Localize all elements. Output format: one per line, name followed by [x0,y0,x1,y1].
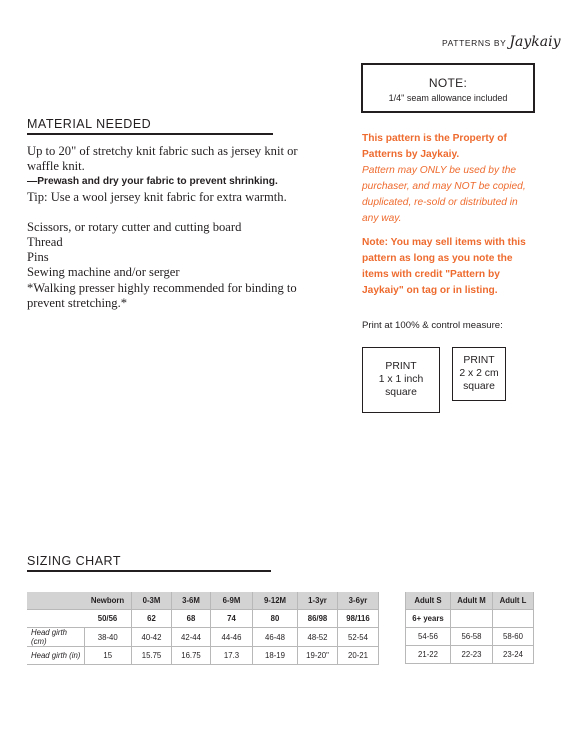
table-cell: 44-46 [211,628,253,647]
table-cell: 18-19 [253,647,298,665]
table-header: 0-3M [132,592,172,610]
table-cell: 17.3 [211,647,253,665]
print-box-line: 1 x 1 inch [378,374,424,385]
table-row [27,647,379,665]
table-cell: 22-23 [451,646,493,664]
brand-text: PATTERNS BY [442,38,507,48]
table-cell: 56-58 [451,628,493,646]
brand-logo [442,34,560,50]
print-box-inch [362,347,440,413]
table-cell: 74 [211,610,253,628]
table-cell [493,610,534,628]
table-cell: 40-42 [132,628,172,647]
materials-line1: Up to 20" of stretchy knit fabric such as jersey knit or waffle knit. [27,144,298,174]
property-bold: This pattern is the Property of Patterns by Jaykaiy. [362,133,507,160]
table-cell: 54-56 [406,628,451,646]
materials-body [27,144,327,311]
table-row [406,646,534,664]
table-cell: 21-22 [406,646,451,664]
materials-item: Sewing machine and/or serger [27,265,180,280]
print-box-line: 2 x 2 cm [459,368,499,379]
table-cell: 52-54 [338,628,379,647]
table-cell: 42-44 [172,628,211,647]
property-italic: Pattern may ONLY be used by the purchaser, and may NOT be copied, duplicated, re-sold or distributed in any way. [362,165,526,224]
brand-script: Jaykaiy [509,34,561,50]
materials-item: Thread [27,235,63,250]
table-row [27,628,379,647]
table-cell: 50/56 [84,610,132,628]
row-label: Head girth (in) [27,647,84,665]
materials-item: Scissors, or rotary cutter and cutting board [27,219,242,234]
table-header: 9-12M [253,592,298,610]
table-header: 3-6M [172,592,211,610]
table-cell: 20-21 [338,647,379,665]
materials-prewash: —Prewash and dry your fabric to prevent shrinking. [27,176,278,188]
table-cell: 15 [84,647,132,665]
note-title: NOTE: [428,76,468,90]
print-box-cm [452,347,506,401]
table-cell: 6+ years [406,610,451,628]
sizing-table-kids [27,592,379,665]
note-text: 1/4" seam allowance included [388,93,508,103]
table-cell: 46-48 [253,628,298,647]
print-box-line: PRINT [463,355,495,366]
table-cell: 58-60 [493,628,534,646]
sizing-title: SIZING CHART [27,554,121,568]
table-cell: 98/116 [338,610,379,628]
table-cell: 86/98 [298,610,338,628]
table-cell: 19-20" [298,647,338,665]
table-header: Adult S [406,592,451,610]
row-label: Head girth (cm) [27,628,84,647]
table-row [406,628,534,646]
materials-rule [27,133,273,135]
table-cell: 68 [172,610,211,628]
print-box-line: square [463,381,495,392]
table-header: Adult M [451,592,493,610]
materials-item: Pins [27,250,49,265]
property-notice [362,131,534,227]
sell-note: Note: You may sell items with this pattern as long as you note the items with credit "Pattern by Jaykaiy" on tag or in listing. [362,237,526,296]
table-cell: 16.75 [172,647,211,665]
table-cell: 48-52 [298,628,338,647]
materials-title: MATERIAL NEEDED [27,117,152,131]
materials-tip: Tip: Use a wool jersey knit fabric for extra warmth. [27,189,287,204]
table-header: 1-3yr [298,592,338,610]
table-cell: 62 [132,610,172,628]
table-cell [451,610,493,628]
table-cell: 15.75 [132,647,172,665]
sizing-rule [27,570,271,572]
table-cell: 38-40 [84,628,132,647]
table-header: 3-6yr [338,592,379,610]
print-box-line: PRINT [385,361,417,372]
table-header: 6-9M [211,592,253,610]
table-header: Newborn [84,592,132,610]
print-box-line: square [385,387,417,398]
materials-item: *Walking presser highly recommended for binding to prevent stretching.* [27,280,297,310]
table-cell: 80 [253,610,298,628]
table-header: Adult L [493,592,534,610]
print-instruction: Print at 100% & control measure: [362,320,503,331]
table-cell: 23-24 [493,646,534,664]
sizing-table-adult [405,592,534,664]
note-box [361,63,535,113]
